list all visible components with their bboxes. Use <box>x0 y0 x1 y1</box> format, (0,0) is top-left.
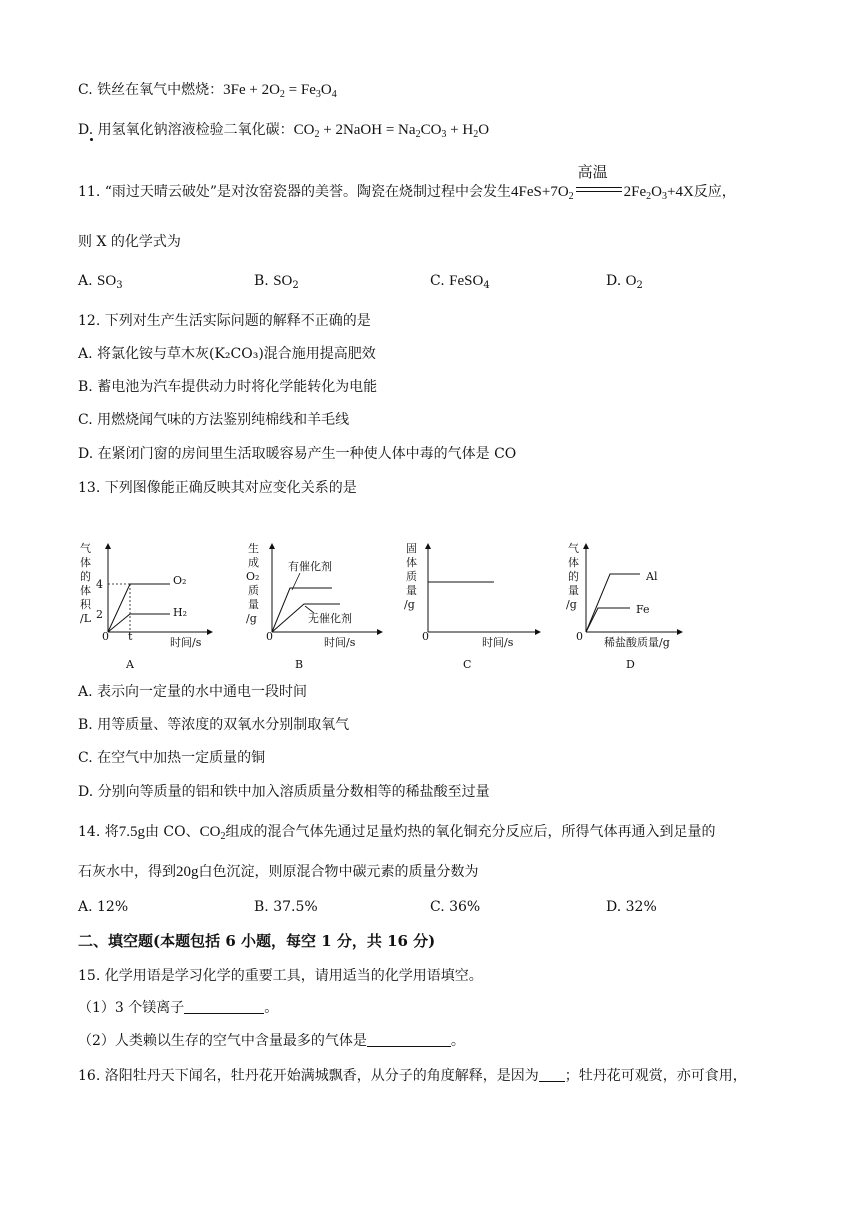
svg-text:成: 成 <box>248 556 259 569</box>
q14-option-a: A. 12% <box>78 899 129 915</box>
svg-text:O₂: O₂ <box>173 574 187 587</box>
q12-option-d: D. 在紧闭门窗的房间里生活取暖容易产生一种使人体中毒的气体是 CO <box>78 446 517 462</box>
q13-graphs <box>70 540 690 678</box>
svg-text:量: 量 <box>248 598 259 611</box>
svg-text:4: 4 <box>96 578 103 591</box>
svg-text:体: 体 <box>568 556 579 569</box>
q12-stem: 12. 下列对生产生活实际问题的解释不正确的是 <box>78 313 371 329</box>
dot-mark <box>90 138 93 141</box>
q12-option-a: A. 将氯化铵与草木灰(K₂CO₃)混合施用提高肥效 <box>78 346 376 362</box>
svg-text:时间/s: 时间/s <box>170 636 202 649</box>
svg-text:量: 量 <box>406 584 417 597</box>
svg-text:0: 0 <box>422 630 429 643</box>
svg-text:H₂: H₂ <box>173 606 188 619</box>
svg-text:Fe: Fe <box>636 603 650 616</box>
q14-stem-2: 石灰水中，得到20g白色沉淀，则原混合物中碳元素的质量分数为 <box>78 864 479 880</box>
q12-option-b: B. 蓄电池为汽车提供动力时将化学能转化为电能 <box>78 379 378 395</box>
svg-text:的: 的 <box>568 570 579 583</box>
svg-text:稀盐酸质量/g: 稀盐酸质量/g <box>604 636 670 649</box>
svg-text:0: 0 <box>576 630 583 643</box>
svg-text:Al: Al <box>646 570 658 583</box>
q10-option-d: D. 用氢氧化钠溶液检验二氧化碳：$CO_2$ + 2NaOH = $Na_2CO_3 + H_2O$ <box>78 122 490 140</box>
graph-c <box>404 542 540 671</box>
q13-option-d: D. 分别向等质量的铝和铁中加入溶质质量分数相等的稀盐酸至过量 <box>78 784 490 800</box>
svg-text:气: 气 <box>568 542 579 555</box>
answer-blank[interactable] <box>539 1067 565 1082</box>
q11-stem-2: 则 X 的化学式为 <box>78 234 181 250</box>
svg-text:B: B <box>295 658 304 671</box>
q13-option-a: A. 表示向一定量的水中通电一段时间 <box>78 684 308 700</box>
q15-part-2: （2）人类赖以生存的空气中含量最多的气体是 。 <box>78 1033 465 1049</box>
svg-text:体: 体 <box>80 584 91 597</box>
q10-c-equation: $3Fe + 2O_2 = Fe_3O_4$ <box>223 82 337 100</box>
q13-stem: 13. 下列图像能正确反映其对应变化关系的是 <box>78 480 357 496</box>
q14-option-d: D. 32% <box>606 899 657 915</box>
svg-text:气: 气 <box>80 542 91 555</box>
q10-d-equation: $CO_2$ + 2NaOH = $Na_2CO_3 + H_2O$ <box>293 122 490 140</box>
svg-text:固: 固 <box>406 542 417 555</box>
svg-text:质: 质 <box>248 584 259 597</box>
svg-text:A: A <box>126 658 134 671</box>
q10-option-c: C. 铁丝在氧气中燃烧：$3Fe + 2O_2 = Fe_3O_4$ <box>78 82 337 100</box>
svg-text:/g: /g <box>246 612 257 625</box>
svg-text:D: D <box>626 658 635 671</box>
q11-option-d: D. $O_2$ <box>606 273 643 291</box>
svg-text:体: 体 <box>406 556 417 569</box>
svg-text:质: 质 <box>406 570 417 583</box>
q11-option-a: A. $SO_3$ <box>78 273 123 291</box>
q11-stem: 11. “雨过天晴云破处”是对汝窑瓷器的美誉。陶瓷在烧制过程中会发生$4FeS+7O_2$ 高温 $2Fe_2O_3+4X$反应， <box>78 163 736 202</box>
svg-text:无催化剂: 无催化剂 <box>308 612 352 625</box>
q15-stem: 15. 化学用语是学习化学的重要工具，请用适当的化学用语填空。 <box>78 968 483 984</box>
graph-d <box>566 541 682 671</box>
svg-text:的: 的 <box>80 570 91 583</box>
svg-text:O₂: O₂ <box>246 570 260 583</box>
q15-part-1: （1）3 个镁离子 。 <box>78 1000 279 1016</box>
svg-text:时间/s: 时间/s <box>324 636 356 649</box>
q13-option-b: B. 用等质量、等浓度的双氧水分别制取氧气 <box>78 717 350 733</box>
q12-option-c: C. 用燃烧闻气味的方法鉴别纯棉线和羊毛线 <box>78 412 350 428</box>
q11-option-c: C. FeSO$_4$ <box>430 273 490 291</box>
svg-text:0: 0 <box>266 630 273 643</box>
svg-text:时间/s: 时间/s <box>482 636 514 649</box>
svg-text:/L: /L <box>80 612 92 625</box>
svg-text:0: 0 <box>102 630 109 643</box>
graph-a <box>80 541 212 671</box>
q14-stem: 14. 将7.5g由 CO、$CO_2$组成的混合气体先通过足量灼热的氧化铜充分反应后，所得气体再通入到足量的 <box>78 824 716 842</box>
section-heading: 二、填空题(本题包括 6 小题，每空 1 分，共 16 分) <box>78 932 436 950</box>
q14-option-c: C. 36% <box>430 899 481 915</box>
svg-text:/g: /g <box>404 598 415 611</box>
svg-text:生: 生 <box>248 542 259 555</box>
q16-stem: 16. 洛阳牡丹天下闻名，牡丹花开始满城飘香，从分子的角度解释，是因为 ；牡丹花可观赏，亦可食用， <box>78 1068 747 1084</box>
svg-text:/g: /g <box>566 598 577 611</box>
svg-text:2: 2 <box>96 608 103 621</box>
svg-text:体: 体 <box>80 556 91 569</box>
q14-option-b: B. 37.5% <box>254 899 318 915</box>
svg-text:积: 积 <box>80 598 91 611</box>
reaction-condition: 高温 <box>576 180 622 200</box>
answer-blank[interactable] <box>184 999 264 1014</box>
q11-option-b: B. $SO_2$ <box>254 273 299 291</box>
svg-text:量: 量 <box>568 584 579 597</box>
svg-text:C: C <box>463 658 472 671</box>
graph-b <box>246 541 382 671</box>
answer-blank[interactable] <box>367 1032 451 1047</box>
svg-text:有催化剂: 有催化剂 <box>288 560 332 573</box>
svg-text:t: t <box>128 630 133 643</box>
q13-option-c: C. 在空气中加热一定质量的铜 <box>78 750 266 766</box>
